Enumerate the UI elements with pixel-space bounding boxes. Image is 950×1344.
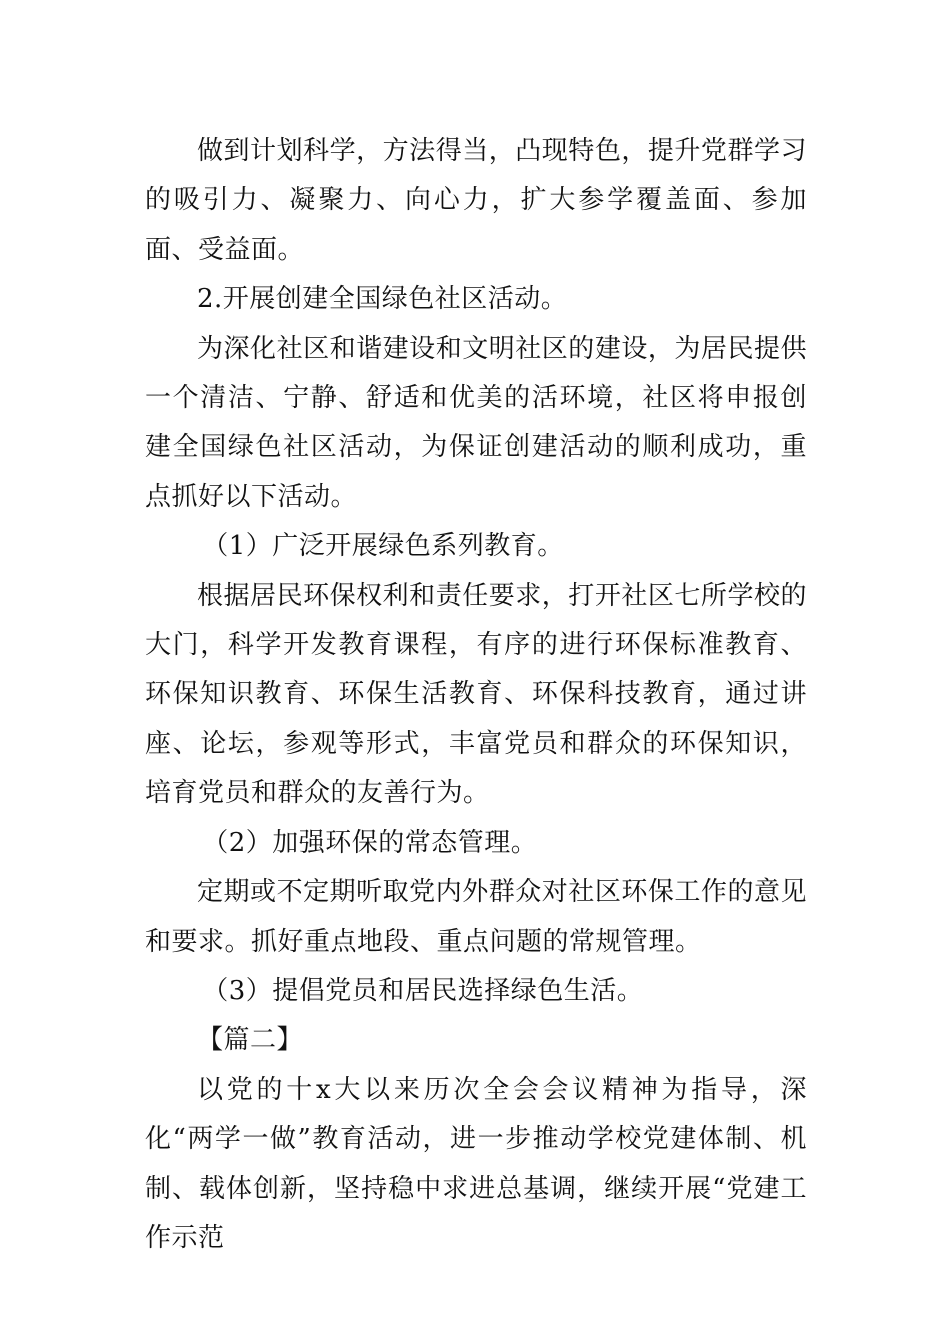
sub-heading: （1）广泛开展绿色系列教育。: [202, 531, 564, 562]
paragraph: 为深化社区和谐建设和文明社区的建设，为居民提供一个清洁、宁静、舒适和优美的活环境，社区将申报创建全国绿色社区活动，为保证创建活动的顺利成功，重点抓好以下活动。: [145, 333, 807, 512]
list-heading: 2.开展创建全国绿色社区活动。: [197, 284, 568, 315]
sub-heading: （2）加强环保的常态管理。: [202, 827, 538, 858]
paragraph: 以党的十x大以来历次全会会议精神为指导，深化“两学一做”教育活动，进一步推动学校党建体制、机制、载体创新，坚持稳中求进总基调，继续开展“党建工作示范: [145, 1074, 807, 1253]
paragraph: 做到计划科学，方法得当，凸现特色，提升党群学习的吸引力、凝聚力、向心力，扩大参学覆盖面、参加面、受益面。: [145, 136, 807, 265]
document-body: [145, 127, 807, 1263]
section-heading: 【篇二】: [197, 1025, 304, 1056]
sub-heading: （3）提倡党员和居民选择绿色生活。: [202, 975, 644, 1006]
paragraph: 根据居民环保权利和责任要求，打开社区七所学校的大门，科学开发教育课程，有序的进行环保标准教育、环保知识教育、环保生活教育、环保科技教育，通过讲座、论坛，参观等形式，丰富党员和群众的环保知识，培育党员和群众的友善行为。: [145, 580, 807, 809]
paragraph: 定期或不定期听取党内外群众对社区环保工作的意见和要求。抓好重点地段、重点问题的常规管理。: [145, 877, 807, 957]
